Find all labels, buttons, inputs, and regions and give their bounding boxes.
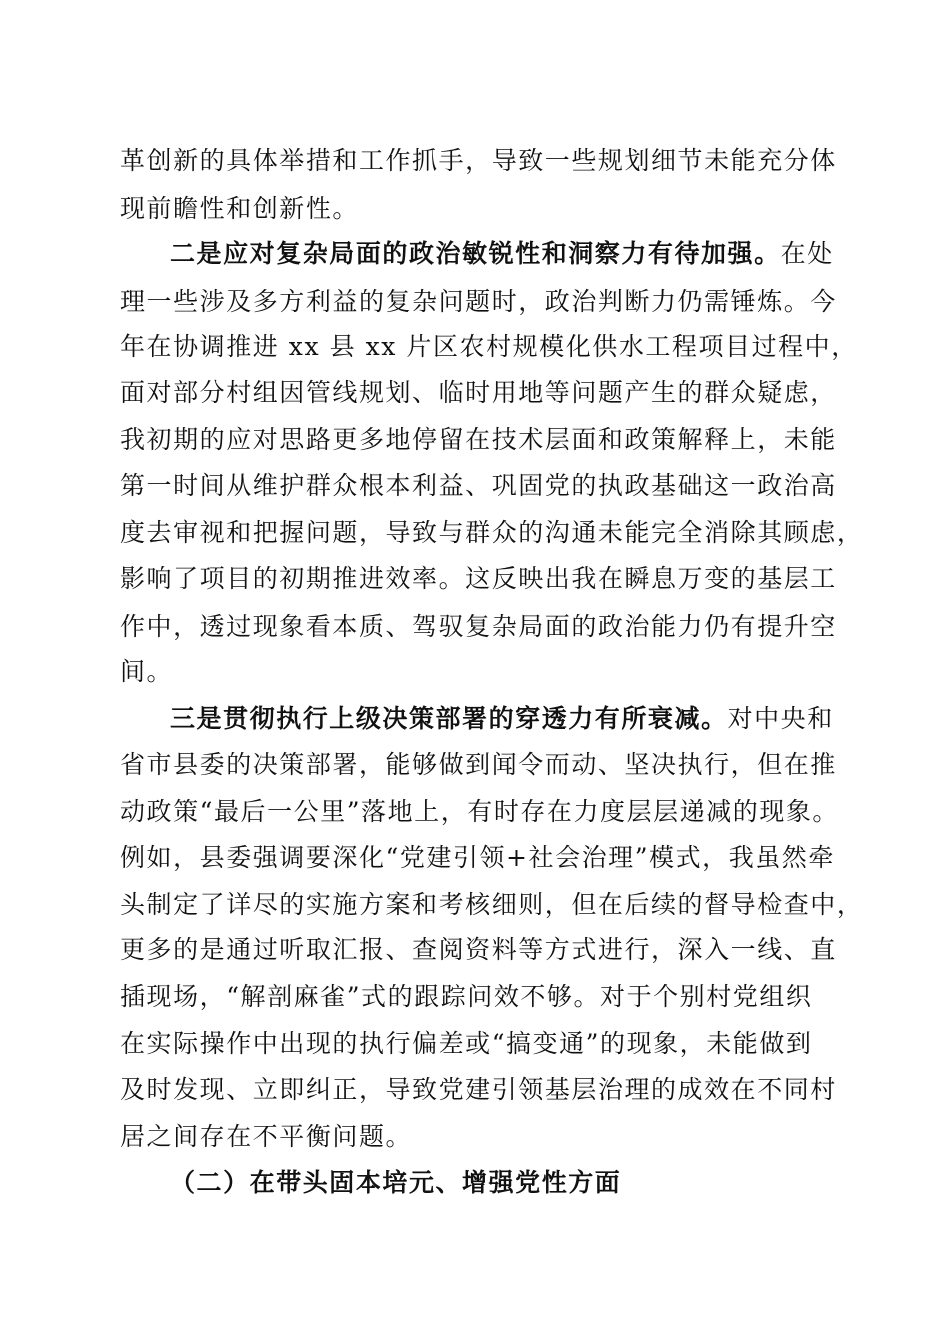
- body-line-12: 间。: [120, 657, 174, 686]
- body-line-20: 在实际操作中出现的执行偏差或“搞变通”的现象，未能做到: [120, 1029, 813, 1058]
- point-three-heading: 三是贯彻执行上级决策部署的穿透力有所衰减。: [170, 704, 728, 733]
- body-line-5: 年在协调推进 xx 县 xx 片区农村规模化供水工程项目过程中，: [120, 332, 858, 361]
- point-two-lead: 在处: [780, 239, 834, 268]
- body-line-18: 更多的是通过听取汇报、查阅资料等方式进行，深入一线、直: [120, 935, 837, 964]
- body-line-22: 居之间存在不平衡问题。: [120, 1122, 413, 1151]
- body-line-14: 省市县委的决策部署，能够做到闻令而动、坚决执行，但在推: [120, 750, 837, 779]
- body-line-8: 第一时间从维护群众根本利益、巩固党的执政基础这一政治高: [120, 471, 837, 500]
- point-two-heading: 二是应对复杂局面的政治敏锐性和洞察力有待加强。: [170, 239, 781, 268]
- body-line-10: 影响了项目的初期推进效率。这反映出我在瞬息万变的基层工: [120, 564, 837, 593]
- body-line-2: 现前瞻性和创新性。: [120, 194, 359, 223]
- body-line-1: 革创新的具体举措和工作抓手，导致一些规划细节未能充分体: [120, 146, 837, 175]
- body-line-19: 插现场，“解剖麻雀”式的跟踪问效不够。对于个别村党组织: [120, 982, 813, 1011]
- body-line-17: 头制定了详尽的实施方案和考核细则，但在后续的督导检查中，: [120, 890, 864, 919]
- body-line-7: 我初期的应对思路更多地停留在技术层面和政策解释上，未能: [120, 425, 837, 454]
- section-heading: （二）在带头固本培元、增强党性方面: [170, 1168, 622, 1197]
- body-line-16: 例如，县委强调要深化“党建引领+社会治理”模式，我虽然牵: [120, 843, 835, 872]
- body-line-15: 动政策“最后一公里”落地上，有时存在力度层层递减的现象。: [120, 797, 839, 826]
- body-line-21: 及时发现、立即纠正，导致党建引领基层治理的成效在不同村: [120, 1075, 837, 1104]
- body-line-6: 面对部分村组因管线规划、临时用地等问题产生的群众疑虑，: [120, 378, 837, 407]
- body-line-13: [170, 693, 834, 745]
- point-three-lead: 对中央和: [727, 704, 834, 733]
- body-line-11: 作中，透过现象看本质、驾驭复杂局面的政治能力仍有提升空: [120, 612, 837, 641]
- body-line-4: 理一些涉及多方利益的复杂问题时，政治判断力仍需锤炼。今: [120, 287, 837, 316]
- body-line-9: 度去审视和把握问题，导致与群众的沟通未能完全消除其顾虑，: [120, 518, 864, 547]
- document-body: [120, 0, 864, 1344]
- body-line-3: [170, 228, 834, 280]
